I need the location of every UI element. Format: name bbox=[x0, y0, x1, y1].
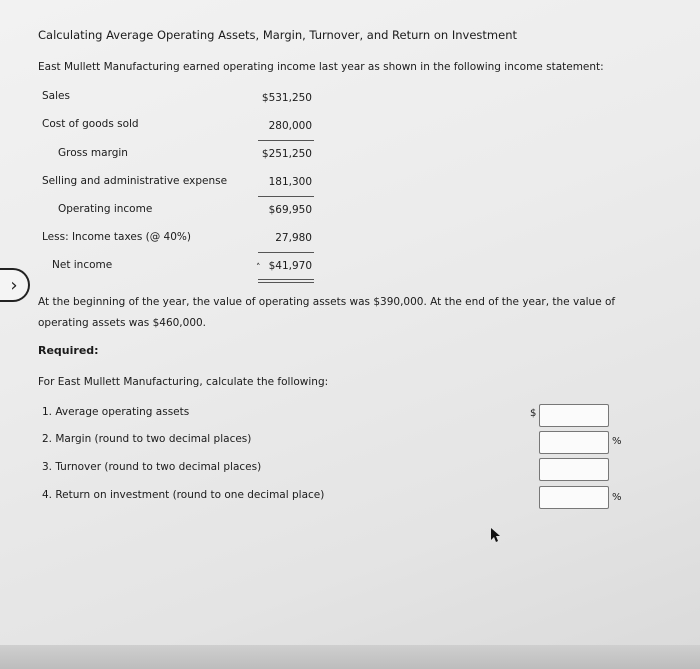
chevron-right-icon: › bbox=[10, 274, 18, 296]
statement-label: Selling and administrative expense bbox=[42, 175, 228, 187]
question-label: 4. Return on investment (round to one decimal place) bbox=[42, 489, 325, 501]
statement-value: 27,980 bbox=[275, 232, 312, 244]
subtotal-rule bbox=[258, 196, 314, 197]
bottom-bar bbox=[0, 645, 700, 669]
statement-value: 181,300 bbox=[268, 176, 312, 188]
currency-prefix: $ bbox=[530, 408, 537, 419]
percent-suffix: % bbox=[612, 492, 622, 503]
statement-value: $251,250 bbox=[261, 148, 312, 160]
percent-suffix: % bbox=[612, 436, 622, 447]
subtotal-rule bbox=[258, 252, 314, 253]
required-heading: Required: bbox=[38, 344, 99, 357]
total-double-rule bbox=[258, 279, 314, 280]
statement-value: $531,250 bbox=[261, 92, 312, 104]
next-page-button[interactable] bbox=[0, 268, 30, 302]
total-double-rule bbox=[258, 282, 314, 283]
return-on-investment-input[interactable] bbox=[539, 486, 609, 509]
subtotal-rule bbox=[258, 140, 314, 141]
statement-value: $41,970 bbox=[268, 260, 312, 272]
statement-value: $69,950 bbox=[268, 204, 312, 216]
intro-text: East Mullett Manufacturing earned operating income last year as shown in the following income statement: bbox=[38, 61, 604, 73]
margin-input[interactable] bbox=[539, 431, 609, 454]
mouse-pointer-icon bbox=[488, 527, 502, 543]
statement-value: 280,000 bbox=[268, 120, 312, 132]
instruction-text: For East Mullett Manufacturing, calculate the following: bbox=[38, 376, 329, 388]
operating-assets-paragraph: At the beginning of the year, the value of operating assets was $390,000. At the end of the year, the value of operating assets was $460,000. bbox=[38, 296, 616, 329]
statement-label: Operating income bbox=[58, 203, 153, 215]
average-operating-assets-input[interactable] bbox=[539, 404, 609, 427]
question-label: 2. Margin (round to two decimal places) bbox=[42, 433, 252, 445]
page-title: Calculating Average Operating Assets, Margin, Turnover, and Return on Investment bbox=[38, 28, 517, 42]
question-label: 3. Turnover (round to two decimal places) bbox=[42, 461, 262, 473]
statement-label: Less: Income taxes (@ 40%) bbox=[42, 231, 191, 243]
statement-label: Gross margin bbox=[58, 147, 128, 159]
statement-label: Sales bbox=[42, 90, 70, 102]
statement-label: Net income bbox=[52, 259, 113, 271]
statement-label: Cost of goods sold bbox=[42, 118, 139, 130]
turnover-input[interactable] bbox=[539, 458, 609, 481]
check-mark-icon: ˄ bbox=[256, 263, 261, 273]
question-label: 1. Average operating assets bbox=[42, 406, 190, 418]
